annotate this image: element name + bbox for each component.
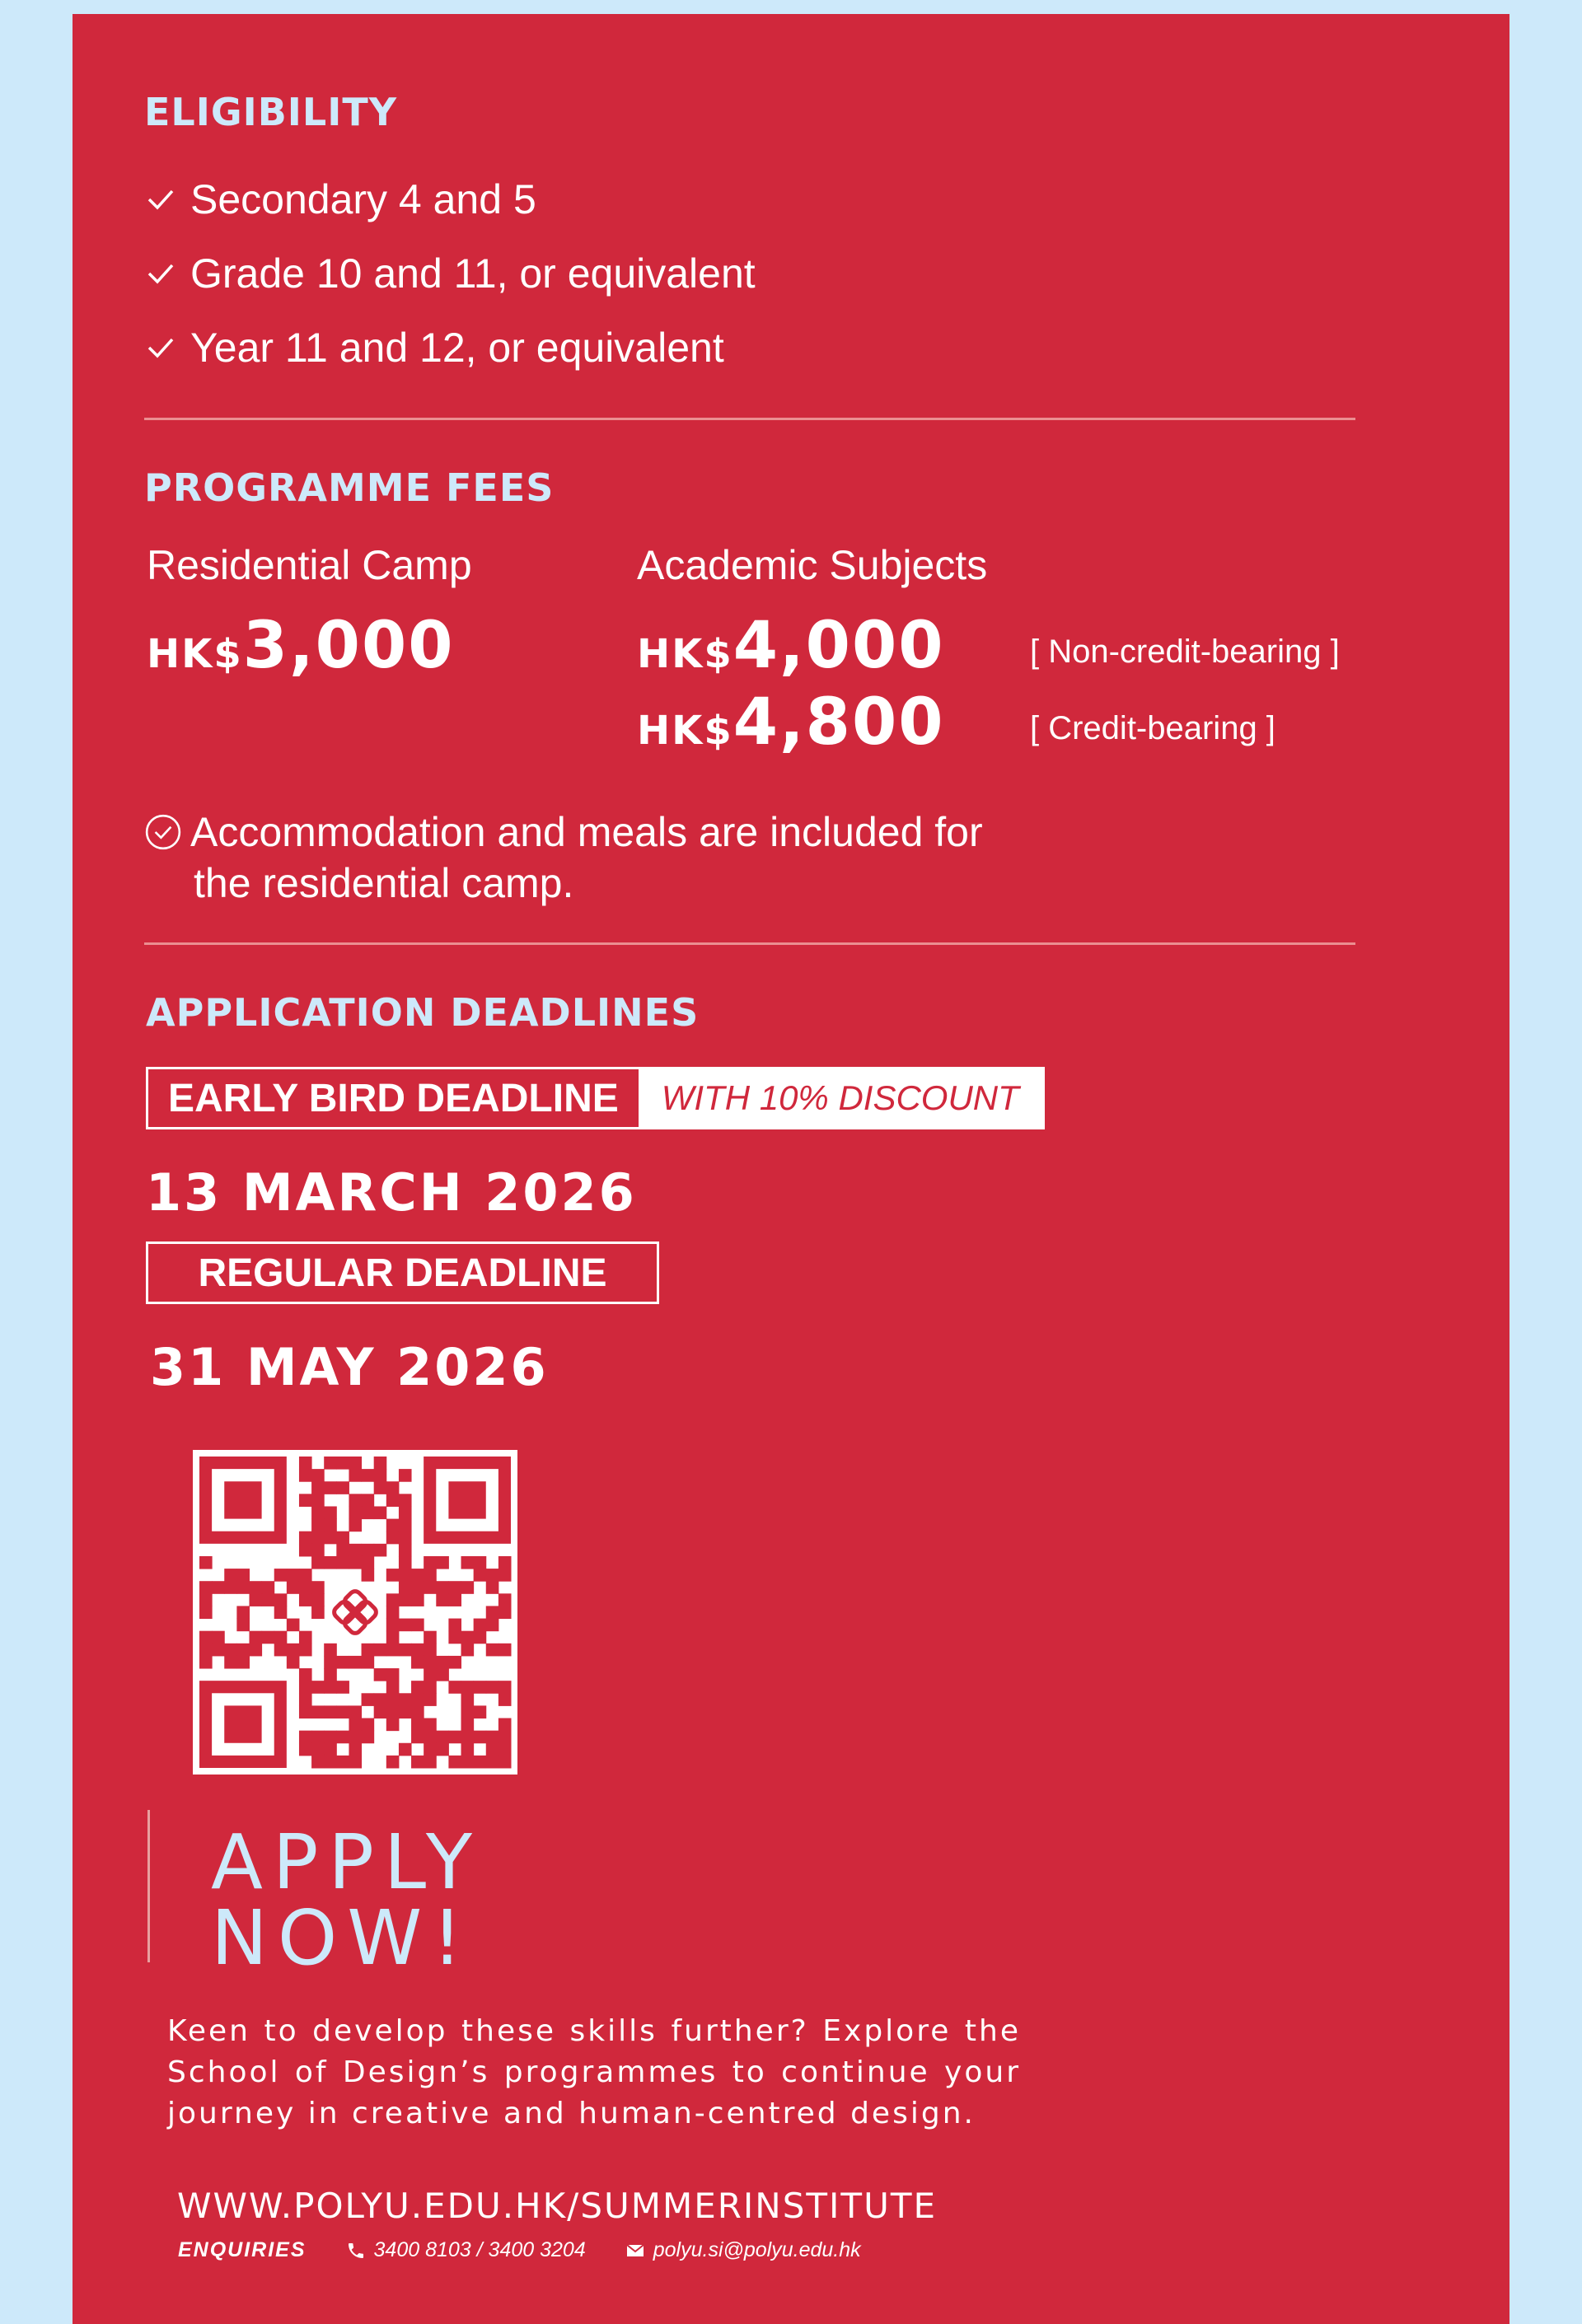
regular-deadline-label: REGULAR DEADLINE bbox=[198, 1251, 607, 1295]
fee-amount: 4,000 bbox=[732, 609, 945, 683]
email-address[interactable]: polyu.si@polyu.edu.hk bbox=[653, 2238, 861, 2261]
check-icon bbox=[144, 257, 177, 290]
phone-icon bbox=[346, 2241, 366, 2261]
contact-row bbox=[178, 2238, 861, 2262]
residential-camp-label: Residential Camp bbox=[147, 542, 472, 588]
check-icon bbox=[144, 331, 177, 364]
discount-label: WITH 10% DISCOUNT bbox=[639, 1069, 1042, 1127]
currency: HK$ bbox=[637, 631, 733, 677]
regular-deadline-tag bbox=[146, 1241, 659, 1304]
academic-fee-non-credit bbox=[637, 609, 945, 683]
check-icon bbox=[144, 183, 177, 216]
qr-code[interactable] bbox=[193, 1450, 517, 1775]
accent-bar bbox=[147, 1810, 150, 1962]
enquiries-label: ENQUIRIES bbox=[178, 2238, 307, 2261]
regular-deadline-date: 31 MAY 2026 bbox=[150, 1337, 549, 1397]
phone-number[interactable]: 3400 8103 / 3400 3204 bbox=[373, 2238, 586, 2261]
fee-amount: 3,000 bbox=[242, 609, 455, 683]
eligibility-item: Year 11 and 12, or equivalent bbox=[144, 324, 724, 372]
accommodation-note: Accommodation and meals are included for the residential camp. bbox=[144, 808, 983, 907]
academic-subjects-label: Academic Subjects bbox=[637, 542, 988, 588]
early-bird-date: 13 MARCH 2026 bbox=[146, 1162, 637, 1223]
currency: HK$ bbox=[637, 708, 733, 754]
promo-blurb: Keen to develop these skills further? Explore the School of Design’s programmes to continue your journey in creative and human-centred design. bbox=[167, 2014, 1021, 2130]
info-panel bbox=[73, 14, 1509, 2324]
eligibility-item: Grade 10 and 11, or equivalent bbox=[144, 250, 756, 297]
academic-fee-credit bbox=[637, 685, 945, 760]
programme-fees-heading: PROGRAMME FEES bbox=[144, 465, 555, 510]
eligibility-item: Secondary 4 and 5 bbox=[144, 175, 536, 223]
qr-code-image bbox=[193, 1450, 517, 1775]
website-link[interactable]: WWW.POLYU.EDU.HK/SUMMERINSTITUTE bbox=[177, 2186, 938, 2226]
application-deadlines-heading: APPLICATION DEADLINES bbox=[146, 990, 700, 1035]
early-bird-tag bbox=[146, 1067, 1045, 1129]
envelope-icon bbox=[625, 2241, 645, 2261]
fee-note-non-credit: [ Non-credit-bearing ] bbox=[1030, 634, 1340, 670]
eligibility-heading: ELIGIBILITY bbox=[144, 90, 398, 134]
section-divider bbox=[144, 942, 1355, 945]
polyu-logo-icon bbox=[332, 1589, 379, 1636]
early-bird-label: EARLY BIRD DEADLINE bbox=[168, 1076, 619, 1120]
fee-amount: 4,800 bbox=[732, 685, 945, 760]
apply-now-line1: APPLY bbox=[211, 1818, 483, 1906]
currency: HK$ bbox=[147, 631, 243, 677]
fee-note-credit: [ Credit-bearing ] bbox=[1030, 710, 1275, 746]
check-circle-icon bbox=[144, 813, 182, 851]
apply-now-line2: NOW! bbox=[211, 1894, 473, 1982]
section-divider bbox=[144, 418, 1355, 420]
residential-camp-fee bbox=[147, 609, 455, 683]
